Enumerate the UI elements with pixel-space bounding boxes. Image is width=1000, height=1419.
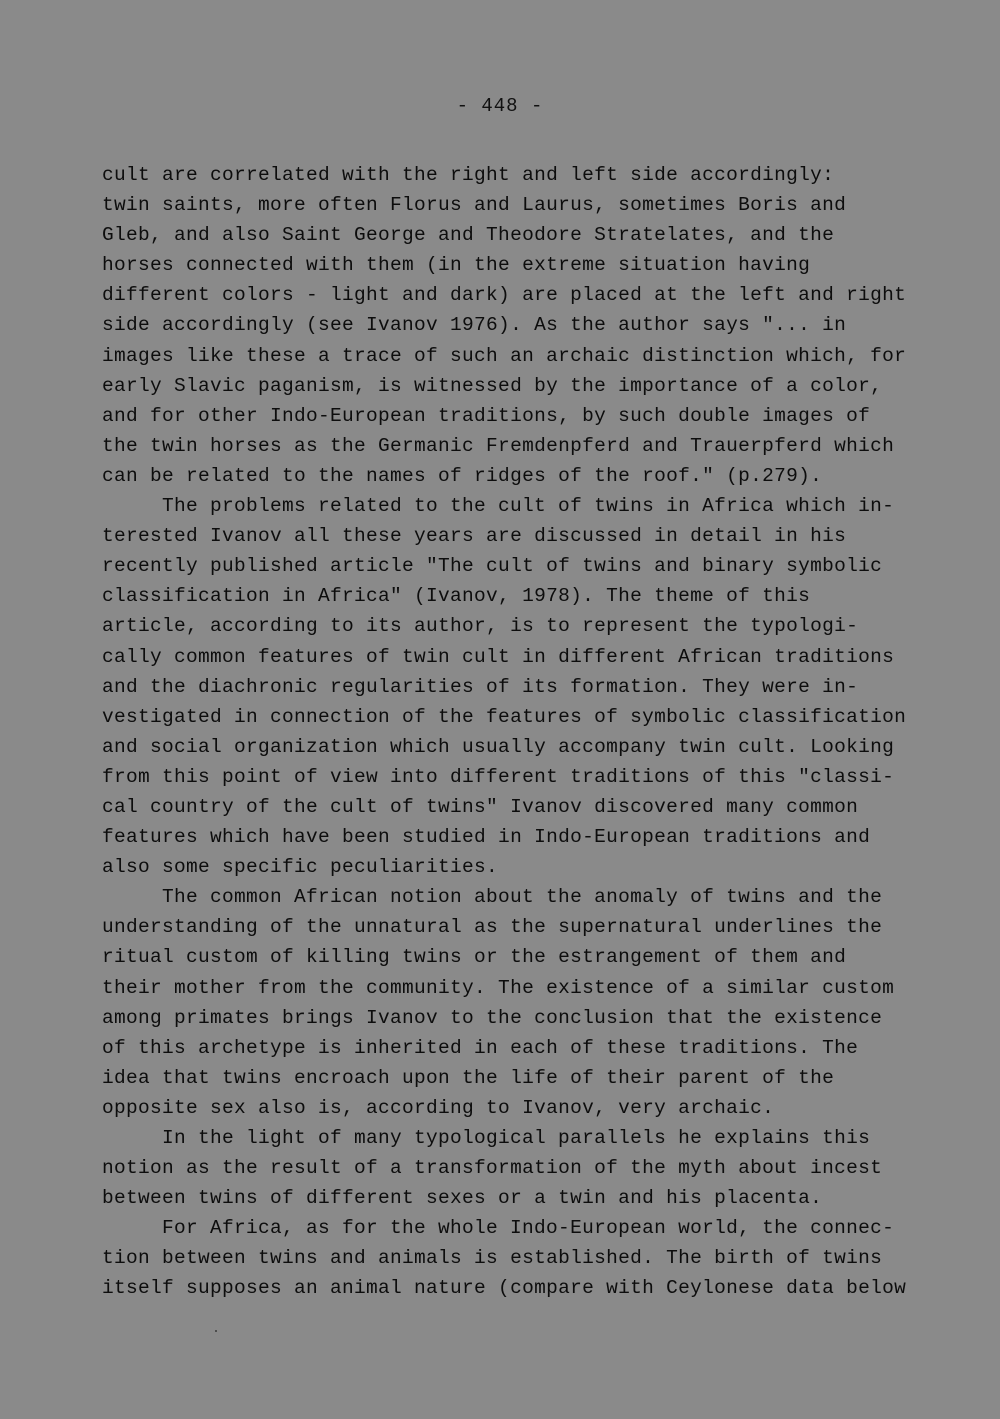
text-line: can be related to the names of ridges of the roof." (p.279). [102, 464, 823, 487]
text-line: vestigated in connection of the features of symbolic classification [102, 705, 907, 728]
text-line: the twin horses as the Germanic Fremdenpferd and Trauerpferd which [102, 434, 895, 457]
text-line: tion between twins and animals is established. The birth of twins [102, 1247, 883, 1270]
text-line: between twins of different sexes or a twin and his placenta. [102, 1187, 823, 1210]
text-line: For Africa, as for the whole Indo-European world, the connec- [162, 1217, 895, 1240]
text-line: different colors - light and dark) are placed at the left and right [102, 284, 907, 307]
text-line: The common African notion about the anomaly of twins and the [162, 886, 883, 909]
text-line: understanding of the unnatural as the supernatural underlines the [102, 916, 883, 939]
text-line: In the light of many typological parallels he explains this [162, 1127, 871, 1149]
text-line: article, according to its author, is to represent the typologi- [102, 615, 859, 638]
text-line: opposite sex also is, according to Ivanov, very archaic. [102, 1096, 775, 1119]
text-line: and for other Indo-European traditions, by such double images of [102, 404, 871, 427]
text-line: idea that twins encroach upon the life of their parent of the [102, 1066, 835, 1089]
text-line: their mother from the community. The existence of a similar custom [102, 976, 895, 999]
text-line: and the diachronic regularities of its formation. They were in- [102, 675, 859, 698]
text-line: cult are correlated with the right and left side accordingly: [102, 164, 835, 186]
text-line: Gleb, and also Saint George and Theodore Stratelates, and the [102, 224, 835, 247]
text-line: terested Ivanov all these years are discussed in detail in his [102, 525, 847, 548]
text-line: images like these a trace of such an archaic distinction which, for [102, 344, 907, 367]
text-line: among primates brings Ivanov to the conclusion that the existence [102, 1006, 883, 1029]
text-line: twin saints, more often Florus and Laurus, sometimes Boris and [102, 194, 847, 217]
text-line: horses connected with them (in the extreme situation having [102, 254, 811, 277]
text-line: side accordingly (see Ivanov 1976). As the author says "... in [102, 314, 847, 337]
text-line: cal country of the cult of twins" Ivanov discovered many common [102, 795, 859, 818]
text-line: itself supposes an animal nature (compare with Ceylonese data below [102, 1277, 907, 1300]
body-text [102, 160, 922, 1304]
text-line: of this archetype is inherited in each of these traditions. The [102, 1036, 859, 1059]
text-line: ritual custom of killing twins or the estrangement of them and [102, 946, 847, 969]
text-line: classification in Africa" (Ivanov, 1978). The theme of this [102, 585, 811, 608]
text-line: and social organization which usually accompany twin cult. Looking [102, 735, 895, 758]
text-line: notion as the result of a transformation of the myth about incest [102, 1157, 883, 1180]
text-line: also some specific peculiarities. [102, 856, 499, 879]
scan-speck [215, 1330, 217, 1332]
text-line: The problems related to the cult of twins in Africa which in- [162, 495, 895, 518]
text-line: early Slavic paganism, is witnessed by the importance of a color, [102, 374, 883, 397]
text-line: cally common features of twin cult in different African traditions [102, 645, 895, 668]
text-line: from this point of view into different traditions of this "classi- [102, 765, 895, 788]
text-line: features which have been studied in Indo-European traditions and [102, 826, 871, 849]
page-number: - 448 - [456, 95, 544, 117]
text-line: recently published article "The cult of twins and binary symbolic [102, 555, 883, 578]
